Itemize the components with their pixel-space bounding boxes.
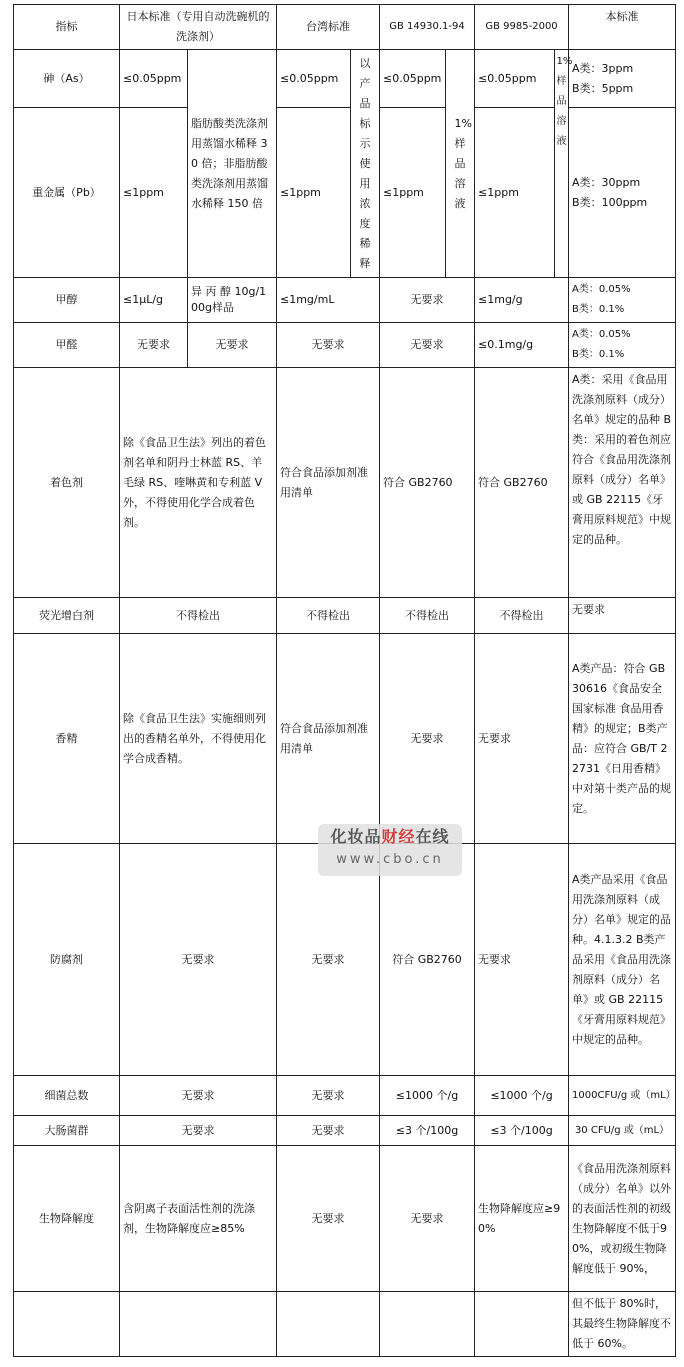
empty-cell xyxy=(277,1292,380,1357)
methanol-japan: ≤1μL/g xyxy=(120,278,188,323)
preservative-this-standard: A类产品采用《食品用洗涤剂原料（成分）名单》规定的品种。4.1.3.2 B类产品采用《食品用洗涤剂原料（成分）名单》或 GB 22115《牙膏用原料规范》中规定的品种。 xyxy=(569,844,676,1076)
biodegradation-name: 生物降解度 xyxy=(14,1146,120,1292)
taiwan-dilution-note: 以产品标示使用浓度稀释 xyxy=(351,50,380,278)
coliform-this-standard: 30 CFU/g 或（mL） xyxy=(569,1116,676,1146)
row-preservative xyxy=(14,844,676,1076)
fragrance-gb14930: 无要求 xyxy=(380,634,475,844)
watermark-logo-text: 化妆品财经在线 xyxy=(330,827,450,846)
fragrance-name: 香精 xyxy=(14,634,120,844)
arsenic-gb9985: ≤0.05ppm xyxy=(475,50,555,108)
brightener-gb14930: 不得检出 xyxy=(380,598,475,634)
colorant-name: 着色剂 xyxy=(14,368,120,598)
colorant-taiwan: 符合食品添加剂准用清单 xyxy=(277,368,380,598)
empty-cell xyxy=(475,1292,569,1357)
coliform-taiwan: 无要求 xyxy=(277,1116,380,1146)
header-row xyxy=(14,5,676,50)
arsenic-taiwan: ≤0.05ppm xyxy=(277,50,351,108)
header-gb9985: GB 9985-2000 xyxy=(475,5,569,50)
standards-comparison-table xyxy=(13,4,676,1357)
brightener-this-standard: 无要求 xyxy=(569,598,676,634)
arsenic-class-b: B类：5ppm xyxy=(572,81,634,95)
formaldehyde-this-standard xyxy=(569,323,676,368)
isopropanol-japan: 异 丙 醇 10g/100g样品 xyxy=(188,278,277,323)
row-biodegradation-continued xyxy=(14,1292,676,1357)
arsenic-gb14930: ≤0.05ppm xyxy=(380,50,446,108)
bacteria-gb9985: ≤1000 个/g xyxy=(475,1076,569,1116)
brightener-taiwan: 不得检出 xyxy=(277,598,380,634)
header-indicator: 指标 xyxy=(14,5,120,50)
lead-taiwan: ≤1ppm xyxy=(277,108,351,278)
header-japan: 日本标准（专用自动洗碗机的洗涤剂） xyxy=(120,5,277,50)
brightener-gb9985: 不得检出 xyxy=(475,598,569,634)
formaldehyde-class-a: A类：0.05% xyxy=(572,329,631,340)
biodegradation-gb14930: 无要求 xyxy=(380,1146,475,1292)
row-biodegradation xyxy=(14,1146,676,1292)
methanol-this-standard xyxy=(569,278,676,323)
fragrance-taiwan: 符合食品添加剂准用清单 xyxy=(277,634,380,844)
site-watermark xyxy=(318,824,462,876)
brightener-japan: 不得检出 xyxy=(120,598,277,634)
row-brightener xyxy=(14,598,676,634)
biodegradation-gb9985: 生物降解度应≥90% xyxy=(475,1146,569,1292)
biodegradation-this-standard-continued: 但不低于 80%时，其最终生物降解度不低于 60%。 xyxy=(569,1292,676,1357)
colorant-gb9985: 符合 GB2760 xyxy=(475,368,569,598)
lead-class-b: B类：100ppm xyxy=(572,195,648,209)
colorant-japan: 除《食品卫生法》列出的着色剂名单和阴丹士林蓝 RS、羊毛绿 RS、喹啉黄和专利蓝 V外，不得使用化学合成着色剂。 xyxy=(120,368,277,598)
formaldehyde-class-b: B类：0.1% xyxy=(572,349,625,360)
row-arsenic xyxy=(14,50,676,108)
japan-dilution-note: 脂肪酸类洗涤剂用蒸馏水稀释 30 倍；非脂肪酸类洗涤剂用蒸馏水稀释 150 倍 xyxy=(188,50,277,278)
brightener-name: 荧光增白剂 xyxy=(14,598,120,634)
arsenic-japan: ≤0.05ppm xyxy=(120,50,188,108)
coliform-name: 大肠菌群 xyxy=(14,1116,120,1146)
bacteria-japan: 无要求 xyxy=(120,1076,277,1116)
formaldehyde-gb9985: ≤0.1mg/g xyxy=(475,323,569,368)
formaldehyde-gb14930: 无要求 xyxy=(380,323,475,368)
header-taiwan: 台湾标准 xyxy=(277,5,380,50)
methanol-class-b: B类：0.1% xyxy=(572,304,625,315)
preservative-gb14930: 符合 GB2760 xyxy=(380,844,475,1076)
row-formaldehyde xyxy=(14,323,676,368)
methanol-taiwan: ≤1mg/mL xyxy=(277,278,380,323)
arsenic-name: 砷（As） xyxy=(14,50,120,108)
biodegradation-this-standard: 《食品用洗涤剂原料（成分）名单》以外的表面活性剂的初级生物降解度不低于90%，或初级生物降解度低于 90%， xyxy=(569,1146,676,1292)
watermark-url: www.cbo.cn xyxy=(336,852,444,867)
methanol-name: 甲醇 xyxy=(14,278,120,323)
methanol-class-a: A类：0.05% xyxy=(572,284,631,295)
bacteria-taiwan: 无要求 xyxy=(277,1076,380,1116)
biodegradation-japan: 含阴离子表面活性剂的洗涤剂，生物降解度应≥85% xyxy=(120,1146,277,1292)
fragrance-this-standard: A类产品：符合 GB 30616《食品安全国家标准 食品用香精》的规定；B类产品：应符合 GB/T 22731《日用香精》中对第十类产品的规定。 xyxy=(569,634,676,844)
arsenic-class-a: A类：3ppm xyxy=(572,61,634,75)
formaldehyde-japan: 无要求 xyxy=(120,323,188,368)
methanol-gb9985: ≤1mg/g xyxy=(475,278,569,323)
gb14930-sample-note: 1%样品溶液 xyxy=(446,50,475,278)
row-colorant xyxy=(14,368,676,598)
row-bacteria xyxy=(14,1076,676,1116)
header-this-standard: 本标准 xyxy=(569,5,676,50)
formaldehyde-taiwan: 无要求 xyxy=(277,323,380,368)
lead-name: 重金属（Pb） xyxy=(14,108,120,278)
lead-gb9985: ≤1ppm xyxy=(475,108,555,278)
preservative-japan: 无要求 xyxy=(120,844,277,1076)
bacteria-name: 细菌总数 xyxy=(14,1076,120,1116)
colorant-this-standard: A类：采用《食品用洗涤剂原料（成分）名单》规定的品种 B类：采用的着色剂应符合《食品用洗涤剂原料（成分）名单》或 GB 22115《牙膏用原料规范》中规定的品种。 xyxy=(569,368,676,598)
empty-cell xyxy=(380,1292,475,1357)
biodegradation-taiwan: 无要求 xyxy=(277,1146,380,1292)
lead-gb14930: ≤1ppm xyxy=(380,108,446,278)
header-gb14930: GB 14930.1-94 xyxy=(380,5,475,50)
lead-japan: ≤1ppm xyxy=(120,108,188,278)
gb9985-sample-note: 1%样品溶液 xyxy=(555,50,569,278)
empty-cell xyxy=(14,1292,120,1357)
methanol-gb14930: 无要求 xyxy=(380,278,475,323)
preservative-gb9985: 无要求 xyxy=(475,844,569,1076)
row-fragrance xyxy=(14,634,676,844)
formaldehyde-japan2: 无要求 xyxy=(188,323,277,368)
row-methanol xyxy=(14,278,676,323)
row-coliform xyxy=(14,1116,676,1146)
lead-class-a: A类：30ppm xyxy=(572,175,641,189)
preservative-taiwan: 无要求 xyxy=(277,844,380,1076)
colorant-gb14930: 符合 GB2760 xyxy=(380,368,475,598)
fragrance-gb9985: 无要求 xyxy=(475,634,569,844)
coliform-japan: 无要求 xyxy=(120,1116,277,1146)
row-lead xyxy=(14,108,676,278)
fragrance-japan: 除《食品卫生法》实施细则列出的香精名单外，不得使用化学合成香精。 xyxy=(120,634,277,844)
formaldehyde-name: 甲醛 xyxy=(14,323,120,368)
arsenic-this-standard xyxy=(569,50,676,108)
preservative-name: 防腐剂 xyxy=(14,844,120,1076)
coliform-gb14930: ≤3 个/100g xyxy=(380,1116,475,1146)
lead-this-standard xyxy=(569,108,676,278)
bacteria-this-standard: 1000CFU/g 或（mL） xyxy=(569,1076,676,1116)
empty-cell xyxy=(120,1292,277,1357)
coliform-gb9985: ≤3 个/100g xyxy=(475,1116,569,1146)
bacteria-gb14930: ≤1000 个/g xyxy=(380,1076,475,1116)
